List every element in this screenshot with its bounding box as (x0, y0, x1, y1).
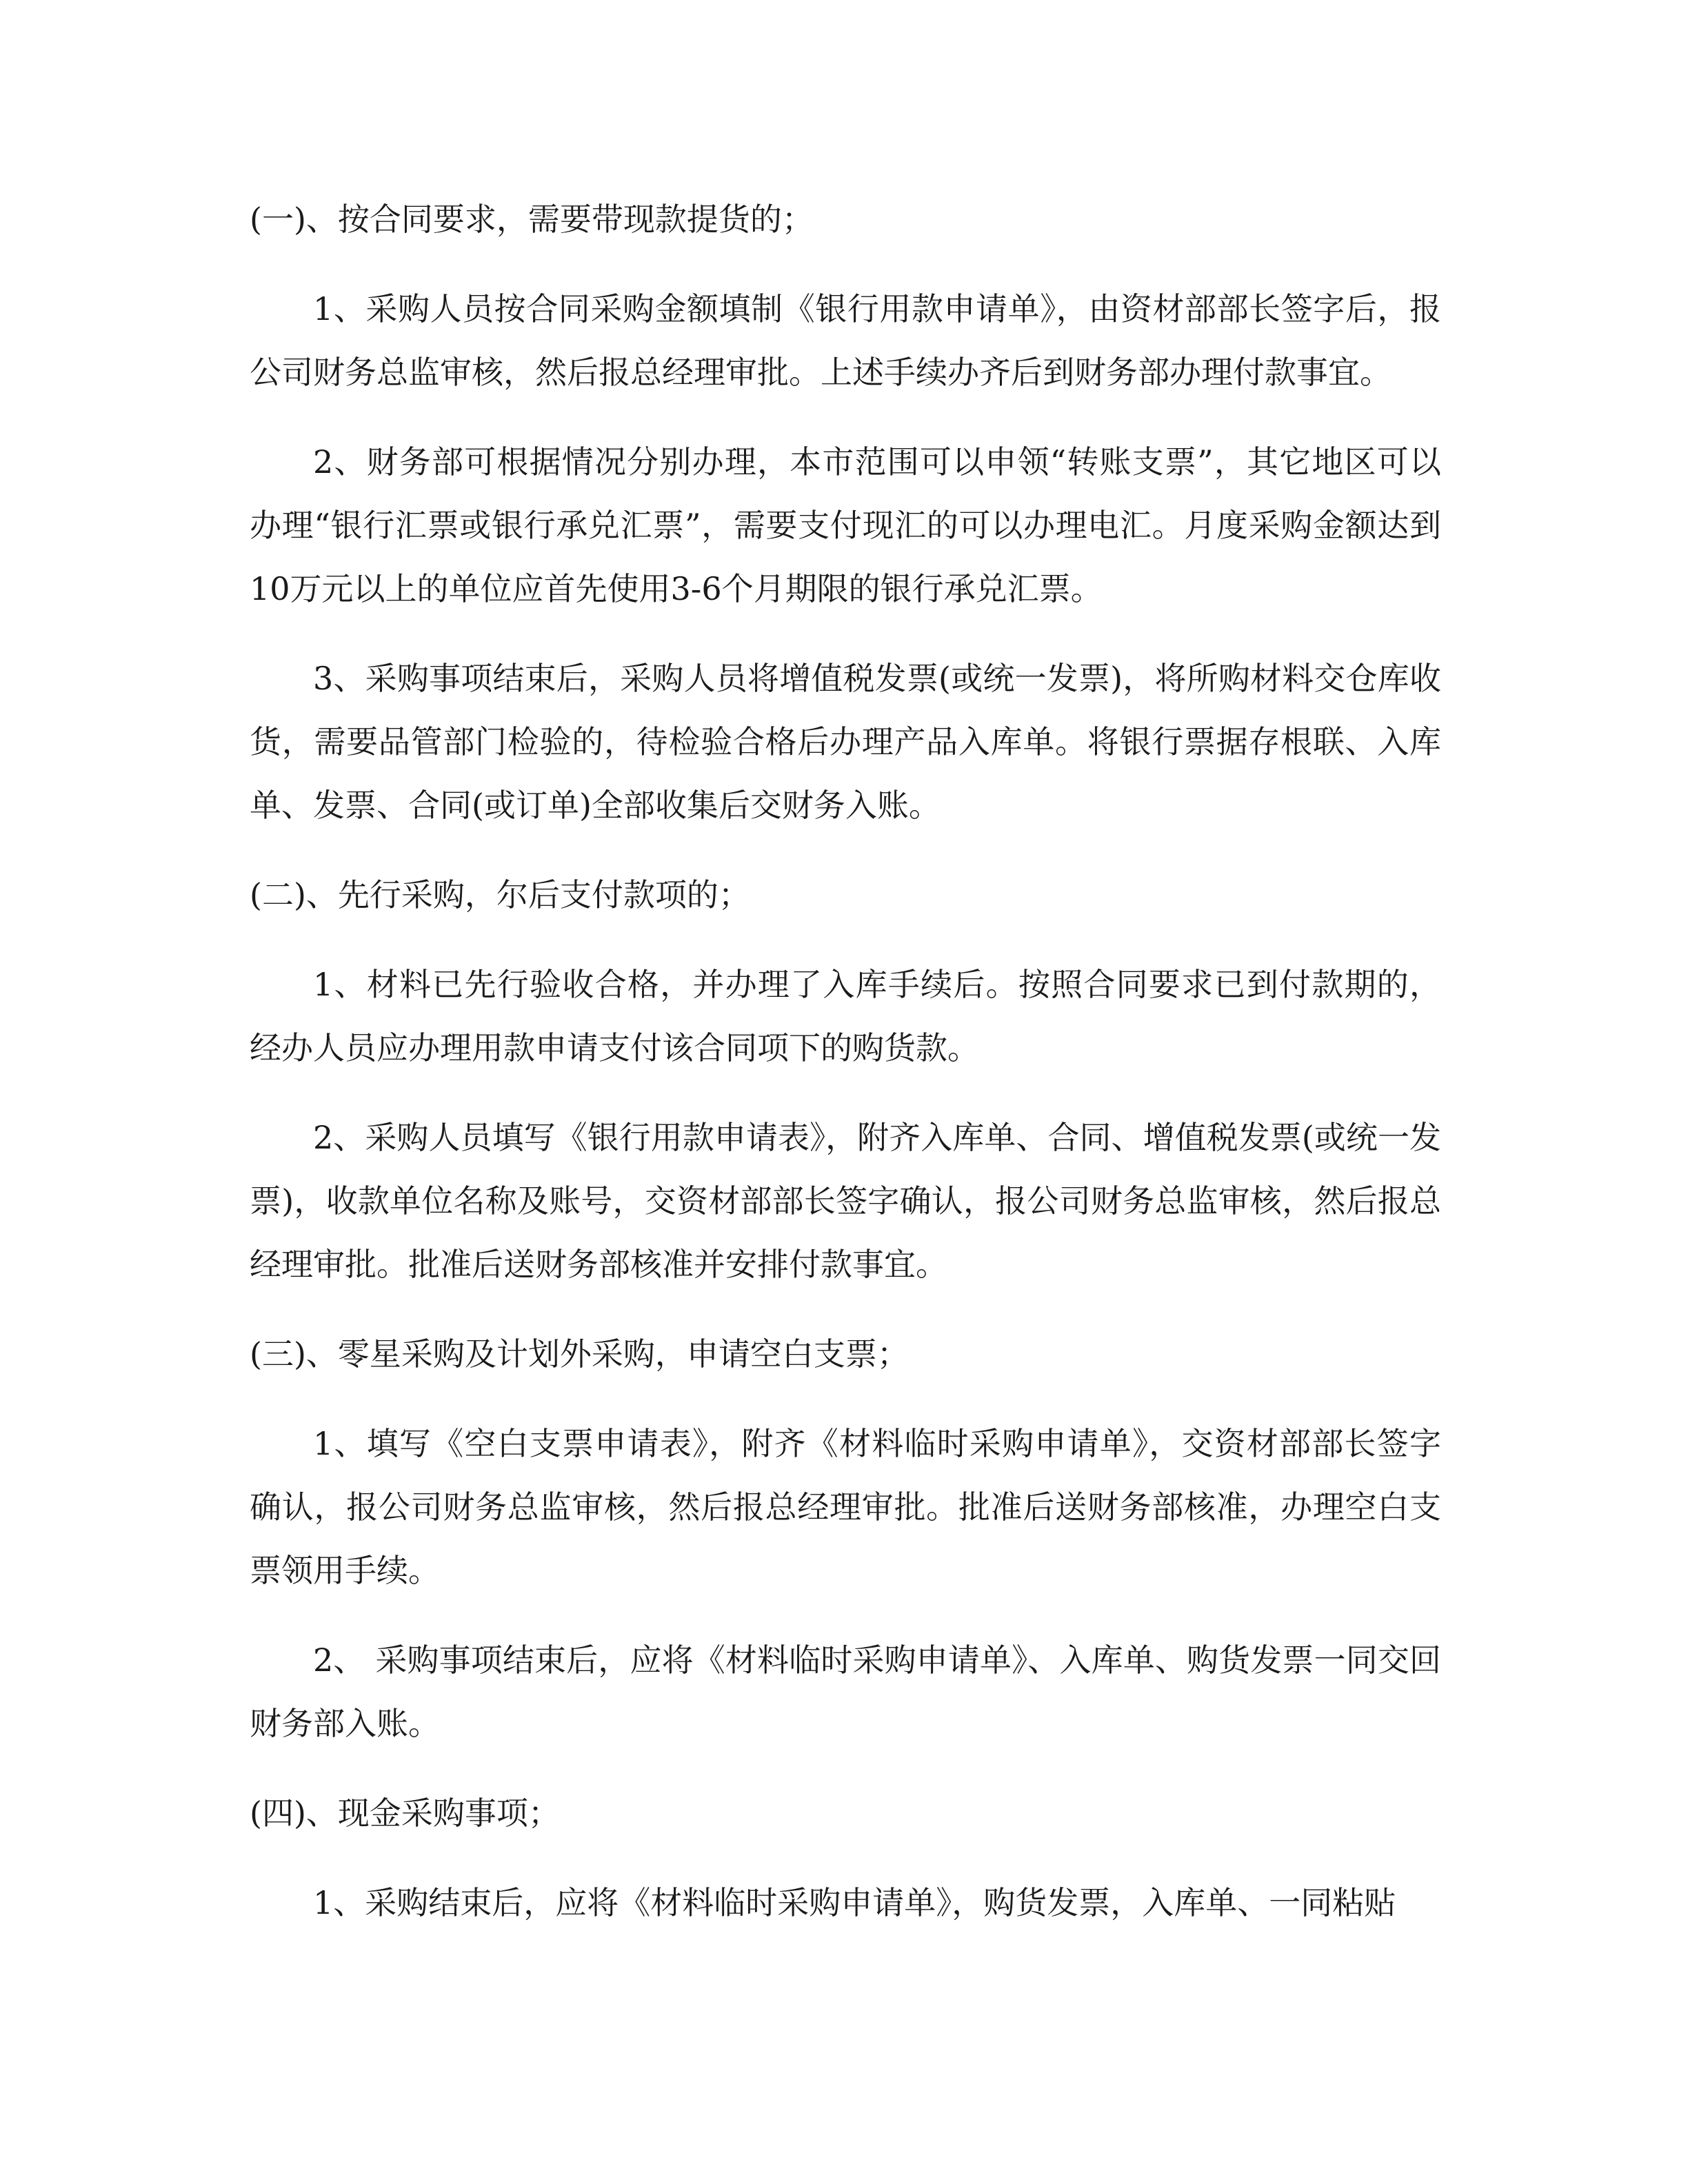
section-2-heading: (二)、先行采购，尔后支付款项的； (250, 876, 750, 913)
section-3-item-1: 1、填写《空白支票申请表》，附齐《材料临时采购申请单》，交资材部部长签字确认，报公司财务总监审核，然后报总经理审批。批准后送财务部核准，办理空白支票领用手续。 (250, 1425, 1441, 1589)
section-3-item-2: 2、 采购事项结束后，应将《材料临时采购申请单》、入库单、购货发票一同交回财务部入账。 (250, 1641, 1441, 1742)
section-1-heading: (一)、按合同要求，需要带现款提货的； (250, 201, 814, 238)
section-2-item-2: 2、采购人员填写《银行用款申请表》，附齐入库单、合同、增值税发票(或统一发票)，收款单位名称及账号，交资材部部长签字确认，报公司财务总监审核，然后报总经理审批。批准后送财务部核准并安排付款事宜。 (250, 1119, 1441, 1283)
section-4-heading: (四)、现金采购事项； (250, 1794, 560, 1832)
section-3-heading: (三)、零星采购及计划外采购，申请空白支票； (250, 1335, 909, 1373)
section-2-item-1: 1、材料已先行验收合格，并办理了入库手续后。按照合同要求已到付款期的，经办人员应办理用款申请支付该合同项下的购货款。 (250, 966, 1441, 1066)
section-4-item-1: 1、采购结束后，应将《材料临时采购申请单》，购货发票，入库单、一同粘贴 (313, 1884, 1396, 1921)
document-body (250, 188, 1441, 1961)
section-1-item-2: 2、财务部可根据情况分别办理，本市范围可以申领“转账支票”，其它地区可以办理“银行汇票或银行承兑汇票”，需要支付现汇的可以办理电汇。月度采购金额达到10万元以上的单位应首先使用3-6个月期限的银行承兑汇票。 (250, 443, 1441, 607)
section-1-item-1: 1、采购人员按合同采购金额填制《银行用款申请单》，由资材部部长签字后，报公司财务总监审核，然后报总经理审批。上述手续办齐后到财务部办理付款事宜。 (250, 290, 1441, 391)
section-1-item-3: 3、采购事项结束后，采购人员将增值税发票(或统一发票)，将所购材料交仓库收货，需要品管部门检验的，待检验合格后办理产品入库单。将银行票据存根联、入库单、发票、合同(或订单)全部收集后交财务入账。 (250, 660, 1441, 824)
